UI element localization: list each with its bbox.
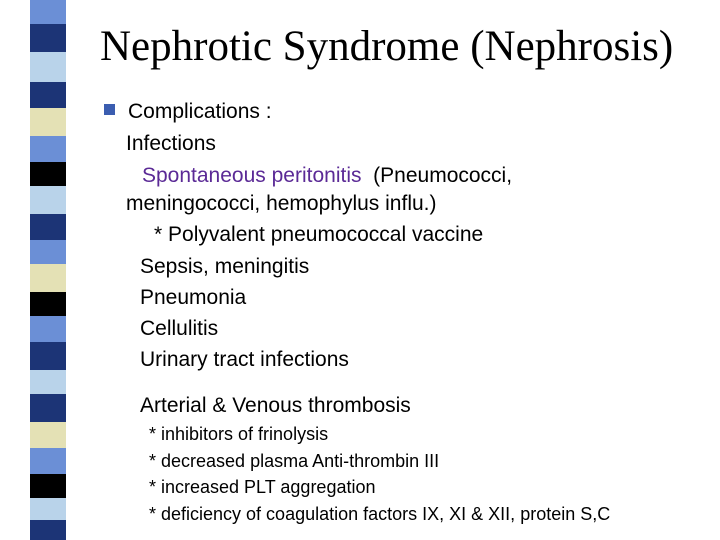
cellulitis-item: Cellulitis xyxy=(140,317,219,340)
decorative-color-strip xyxy=(30,0,66,540)
uti-item: Urinary tract infections xyxy=(140,348,349,371)
slide-title: Nephrotic Syndrome (Nephrosis) xyxy=(100,23,674,70)
thrombosis-item: * deficiency of coagulation factors IX, XI & XII, protein S,C xyxy=(149,504,611,524)
pneumonia-item: Pneumonia xyxy=(140,286,247,309)
square-bullet-icon xyxy=(104,104,115,115)
infections-heading: Infections xyxy=(126,132,216,155)
thrombosis-item: * inhibitors of frinolysis xyxy=(149,424,329,444)
thrombosis-item: * decreased plasma Anti-thrombin III xyxy=(149,451,440,471)
thrombosis-heading: Arterial & Venous thrombosis xyxy=(140,394,411,417)
vaccine-note: * Polyvalent pneumococcal vaccine xyxy=(154,223,484,246)
peritonitis-line xyxy=(142,164,512,188)
peritonitis-highlight: Spontaneous peritonitis xyxy=(142,164,362,187)
thrombosis-item: * increased PLT aggregation xyxy=(149,477,376,497)
peritonitis-continuation: meningococci, hemophylus influ.) xyxy=(126,192,437,215)
sepsis-item: Sepsis, meningitis xyxy=(140,255,310,278)
peritonitis-causes: (Pneumococci, xyxy=(361,164,513,187)
complications-heading: Complications : xyxy=(128,100,272,123)
